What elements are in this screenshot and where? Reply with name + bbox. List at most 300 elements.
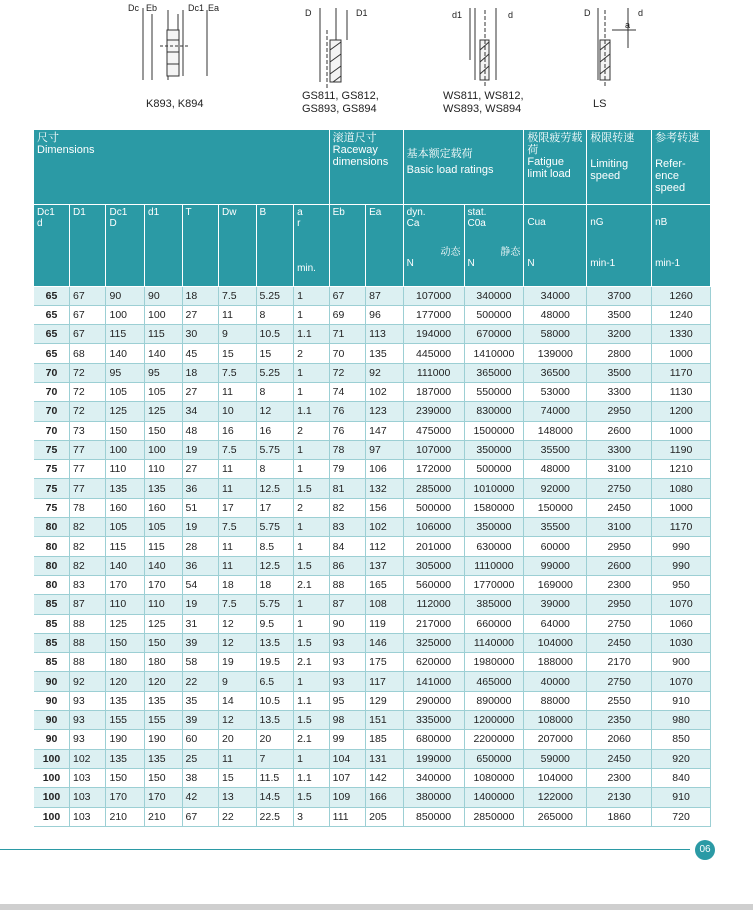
table-cell: 30	[182, 325, 219, 344]
table-cell: 48000	[524, 305, 587, 324]
table-cell: 98	[329, 711, 366, 730]
table-cell: 83	[69, 575, 106, 594]
table-cell: 90	[34, 730, 69, 749]
table-cell: 88	[329, 575, 366, 594]
table-cell: 2750	[587, 479, 652, 498]
table-cell: 97	[366, 440, 404, 459]
table-cell: 85	[34, 595, 69, 614]
table-cell: 9.5	[256, 614, 294, 633]
table-cell: 6.5	[256, 672, 294, 691]
table-cell: 2	[294, 498, 330, 517]
table-cell: 15	[219, 344, 257, 363]
diagram-caption-k893: K893, K894	[146, 98, 204, 110]
table-cell: 12	[219, 633, 257, 652]
diagram-label-gs-d: D	[305, 8, 312, 18]
table-cell: 2.1	[294, 653, 330, 672]
table-cell: 920	[652, 749, 711, 768]
table-cell: 8	[256, 305, 294, 324]
table-cell: 87	[329, 595, 366, 614]
table-cell: 105	[145, 382, 183, 401]
table-cell: 1060	[652, 614, 711, 633]
table-cell: 10.5	[256, 691, 294, 710]
bearing-data-table	[34, 130, 711, 827]
table-cell: 850	[652, 730, 711, 749]
diagram-label-dc: Dc	[128, 3, 139, 13]
table-cell: 90	[329, 614, 366, 633]
table-cell: 1240	[652, 305, 711, 324]
table-cell: 75	[34, 479, 69, 498]
table-cell: 140	[106, 344, 145, 363]
table-cell: 18	[256, 575, 294, 594]
diagram-label-ls-a: a	[625, 20, 631, 30]
table-cell: 80	[34, 575, 69, 594]
table-cell: 139000	[524, 344, 587, 363]
table-cell: 285000	[403, 479, 464, 498]
table-row	[34, 440, 711, 459]
table-cell: 115	[145, 325, 183, 344]
table-cell: 1140000	[464, 633, 524, 652]
table-cell: 2.1	[294, 730, 330, 749]
table-cell: 115	[106, 325, 145, 344]
table-cell: 1070	[652, 672, 711, 691]
table-cell: 15	[256, 344, 294, 363]
table-cell: 25	[182, 749, 219, 768]
table-cell: 8	[256, 382, 294, 401]
table-cell: 100	[106, 305, 145, 324]
table-cell: 88000	[524, 691, 587, 710]
col-nG-label: nG	[590, 216, 604, 228]
table-cell: 88	[69, 614, 106, 633]
table-cell: 53000	[524, 382, 587, 401]
table-cell: 1.1	[294, 691, 330, 710]
footer-line	[0, 849, 690, 850]
table-cell: 185	[366, 730, 404, 749]
table-cell: 2060	[587, 730, 652, 749]
table-cell: 95	[145, 363, 183, 382]
table-cell: 290000	[403, 691, 464, 710]
table-cell: 108000	[524, 711, 587, 730]
table-row	[34, 672, 711, 691]
table-cell: 7	[256, 749, 294, 768]
table-cell: 13.5	[256, 711, 294, 730]
table-row	[34, 344, 711, 363]
table-cell: 1010000	[464, 479, 524, 498]
table-cell: 980	[652, 711, 711, 730]
table-cell: 190	[106, 730, 145, 749]
table-cell: 100	[34, 788, 69, 807]
table-cell: 10	[219, 402, 257, 421]
table-cell: 7.5	[219, 518, 257, 537]
col-r-label: r	[297, 217, 301, 229]
table-cell: 1	[294, 305, 330, 324]
table-cell: 11	[219, 460, 257, 479]
col-Dw-label: Dw	[222, 206, 237, 218]
table-cell: 1	[294, 672, 330, 691]
table-cell: 22.5	[256, 807, 294, 826]
table-cell: 110	[145, 460, 183, 479]
table-cell: 72	[69, 363, 106, 382]
table-cell: 1.5	[294, 788, 330, 807]
table-cell: 110	[106, 595, 145, 614]
col-D1-label: D1	[72, 206, 86, 218]
table-cell: 2350	[587, 711, 652, 730]
table-cell: 135	[106, 479, 145, 498]
table-cell: 1000	[652, 344, 711, 363]
table-cell: 166	[366, 788, 404, 807]
fatigue-header-en: Fatigue limit load	[527, 156, 571, 180]
col-Cua-label: Cua	[527, 216, 546, 228]
table-cell: 1260	[652, 286, 711, 305]
table-cell: 83	[329, 518, 366, 537]
col-nG	[587, 204, 652, 286]
table-cell: 2950	[587, 595, 652, 614]
table-cell: 142	[366, 768, 404, 787]
table-cell: 910	[652, 691, 711, 710]
table-cell: 70	[34, 382, 69, 401]
table-cell: 35	[182, 691, 219, 710]
diagram-label-ls-d: D	[584, 8, 591, 18]
reference-speed-header-en: Refer-ence speed	[655, 158, 686, 194]
table-cell: 7.5	[219, 595, 257, 614]
table-cell: 8	[256, 460, 294, 479]
diagram-label-eb: Eb	[146, 3, 158, 13]
table-cell: 82	[69, 518, 106, 537]
table-cell: 105	[106, 382, 145, 401]
table-cell: 3500	[587, 305, 652, 324]
table-cell: 102	[69, 749, 106, 768]
table-cell: 82	[329, 498, 366, 517]
table-cell: 93	[69, 691, 106, 710]
table-cell: 45	[182, 344, 219, 363]
table-cell: 100	[106, 440, 145, 459]
table-cell: 3100	[587, 518, 652, 537]
table-row	[34, 460, 711, 479]
table-cell: 1.5	[294, 479, 330, 498]
table-cell: 140	[145, 556, 183, 575]
table-cell: 85	[34, 633, 69, 652]
table-cell: 82	[69, 537, 106, 556]
table-cell: 125	[106, 614, 145, 633]
table-cell: 3100	[587, 460, 652, 479]
table-cell: 2950	[587, 537, 652, 556]
table-cell: 188000	[524, 653, 587, 672]
table-cell: 76	[329, 402, 366, 421]
table-cell: 340000	[403, 768, 464, 787]
table-cell: 147	[366, 421, 404, 440]
table-cell: 1000	[652, 498, 711, 517]
col-Cua	[524, 204, 587, 286]
col-B-label: B	[259, 206, 267, 218]
table-cell: 1.1	[294, 325, 330, 344]
table-cell: 79	[329, 460, 366, 479]
table-cell: 11	[219, 382, 257, 401]
table-cell: 1500000	[464, 421, 524, 440]
table-cell: 84	[329, 537, 366, 556]
table-cell: 22	[219, 807, 257, 826]
col-dc1b-label: Dc1	[109, 206, 128, 218]
table-cell: 36	[182, 479, 219, 498]
table-cell: 90	[34, 672, 69, 691]
table-cell: 169000	[524, 575, 587, 594]
col-stat	[464, 204, 524, 286]
table-cell: 1000	[652, 421, 711, 440]
table-cell: 207000	[524, 730, 587, 749]
table-cell: 156	[366, 498, 404, 517]
table-cell: 42	[182, 788, 219, 807]
table-cell: 22	[182, 672, 219, 691]
table-cell: 72	[329, 363, 366, 382]
table-cell: 100	[145, 440, 183, 459]
table-cell: 93	[69, 730, 106, 749]
diagram-label-ea: Ea	[208, 3, 220, 13]
table-cell: 90	[34, 691, 69, 710]
table-cell: 81	[329, 479, 366, 498]
table-cell: 105	[145, 518, 183, 537]
load-ratings-header	[403, 130, 524, 204]
table-cell: 1.5	[294, 633, 330, 652]
table-cell: 140	[106, 556, 145, 575]
table-cell: 120	[145, 672, 183, 691]
table-cell: 92	[366, 363, 404, 382]
table-cell: 3500	[587, 363, 652, 382]
table-cell: 122000	[524, 788, 587, 807]
load-ratings-header-en: Basic load ratings	[406, 164, 494, 176]
table-cell: 135	[106, 691, 145, 710]
col-T	[182, 204, 219, 286]
table-cell: 129	[366, 691, 404, 710]
table-cell: 132	[366, 479, 404, 498]
table-cell: 500000	[403, 498, 464, 517]
table-cell: 1080000	[464, 768, 524, 787]
table-cell: 890000	[464, 691, 524, 710]
table-cell: 13	[219, 788, 257, 807]
table-cell: 112000	[403, 595, 464, 614]
table-cell: 90	[34, 711, 69, 730]
table-cell: 1.5	[294, 556, 330, 575]
col-C0a-label: C0a	[467, 217, 486, 229]
diagram-caption-gs: GS811, GS812, GS893, GS894	[302, 90, 379, 115]
table-cell: 65	[34, 344, 69, 363]
table-cell: 111000	[403, 363, 464, 382]
col-Ea	[366, 204, 404, 286]
table-cell: 16	[256, 421, 294, 440]
table-cell: 95	[106, 363, 145, 382]
table-cell: 380000	[403, 788, 464, 807]
table-cell: 110	[106, 460, 145, 479]
table-cell: 85	[34, 653, 69, 672]
table-cell: 660000	[464, 614, 524, 633]
table-cell: 72	[69, 382, 106, 401]
table-cell: 12	[219, 614, 257, 633]
table-row	[34, 749, 711, 768]
table-cell: 500000	[464, 460, 524, 479]
table-cell: 11	[219, 749, 257, 768]
table-cell: 2600	[587, 421, 652, 440]
table-cell: 71	[329, 325, 366, 344]
table-cell: 11.5	[256, 768, 294, 787]
col-d1	[145, 204, 183, 286]
table-cell: 117	[366, 672, 404, 691]
limiting-speed-header-en: Limiting speed	[590, 158, 629, 182]
table-row	[34, 614, 711, 633]
table-cell: 12	[256, 402, 294, 421]
table-cell: 19	[182, 595, 219, 614]
table-cell: 48000	[524, 460, 587, 479]
col-a-r	[294, 204, 330, 286]
table-cell: 125	[106, 402, 145, 421]
table-cell: 137	[366, 556, 404, 575]
table-row	[34, 633, 711, 652]
table-cell: 39	[182, 633, 219, 652]
table-cell: 205	[366, 807, 404, 826]
table-cell: 560000	[403, 575, 464, 594]
table-cell: 96	[366, 305, 404, 324]
table-cell: 950	[652, 575, 711, 594]
table-cell: 1.1	[294, 402, 330, 421]
table-cell: 18	[219, 575, 257, 594]
table-cell: 72	[69, 402, 106, 421]
table-cell: 2750	[587, 672, 652, 691]
table-cell: 78	[329, 440, 366, 459]
table-cell: 146	[366, 633, 404, 652]
table-cell: 1980000	[464, 653, 524, 672]
table-cell: 74000	[524, 402, 587, 421]
limiting-speed-header	[587, 130, 652, 204]
table-cell: 131	[366, 749, 404, 768]
table-cell: 1130	[652, 382, 711, 401]
col-d1-label: d1	[148, 206, 160, 218]
table-cell: 108	[366, 595, 404, 614]
table-cell: 840	[652, 768, 711, 787]
load-ratings-header-cn: 基本额定载荷	[406, 148, 473, 160]
table-cell: 104	[329, 749, 366, 768]
table-cell: 2850000	[464, 807, 524, 826]
table-cell: 1	[294, 518, 330, 537]
table-cell: 64000	[524, 614, 587, 633]
col-Ea-label: Ea	[369, 206, 382, 218]
table-cell: 102	[366, 382, 404, 401]
table-row	[34, 479, 711, 498]
table-cell: 172000	[403, 460, 464, 479]
table-cell: 1	[294, 382, 330, 401]
table-cell: 141000	[403, 672, 464, 691]
table-cell: 59000	[524, 749, 587, 768]
table-cell: 1770000	[464, 575, 524, 594]
table-cell: 10.5	[256, 325, 294, 344]
table-cell: 17	[219, 498, 257, 517]
table-cell: 1	[294, 614, 330, 633]
table-cell: 239000	[403, 402, 464, 421]
table-cell: 475000	[403, 421, 464, 440]
table-cell: 465000	[464, 672, 524, 691]
table-cell: 36	[182, 556, 219, 575]
table-cell: 2550	[587, 691, 652, 710]
table-cell: 325000	[403, 633, 464, 652]
table-cell: 67	[69, 305, 106, 324]
table-cell: 2450	[587, 633, 652, 652]
table-cell: 150	[106, 768, 145, 787]
table-cell: 385000	[464, 595, 524, 614]
table-cell: 3	[294, 807, 330, 826]
table-cell: 11	[219, 479, 257, 498]
table-cell: 80	[34, 518, 69, 537]
table-row	[34, 595, 711, 614]
table-cell: 125	[145, 402, 183, 421]
table-cell: 5.75	[256, 595, 294, 614]
table-cell: 74	[329, 382, 366, 401]
table-cell: 2450	[587, 749, 652, 768]
table-cell: 155	[145, 711, 183, 730]
table-cell: 14.5	[256, 788, 294, 807]
table-cell: 3300	[587, 440, 652, 459]
table-cell: 58000	[524, 325, 587, 344]
table-cell: 150	[106, 421, 145, 440]
table-row	[34, 653, 711, 672]
table-cell: 19	[219, 653, 257, 672]
table-cell: 177000	[403, 305, 464, 324]
table-cell: 1580000	[464, 498, 524, 517]
table-cell: 1	[294, 363, 330, 382]
table-cell: 217000	[403, 614, 464, 633]
table-cell: 107000	[403, 286, 464, 305]
table-cell: 365000	[464, 363, 524, 382]
col-D-label: D	[109, 217, 117, 229]
diagram-label-ls-d-inner: d	[638, 8, 644, 18]
table-cell: 20	[256, 730, 294, 749]
table-cell: 75	[34, 498, 69, 517]
table-cell: 34	[182, 402, 219, 421]
table-cell: 1	[294, 460, 330, 479]
table-cell: 7.5	[219, 286, 257, 305]
table-row	[34, 537, 711, 556]
col-dc1-d	[34, 204, 69, 286]
col-nB	[652, 204, 711, 286]
table-cell: 148000	[524, 421, 587, 440]
table-cell: 160	[145, 498, 183, 517]
table-cell: 9	[219, 325, 257, 344]
table-cell: 67	[182, 807, 219, 826]
table-cell: 69	[329, 305, 366, 324]
table-cell: 36500	[524, 363, 587, 382]
table-row	[34, 518, 711, 537]
col-Eb	[329, 204, 366, 286]
dimensions-header	[34, 130, 329, 204]
table-cell: 1	[294, 749, 330, 768]
table-row	[34, 575, 711, 594]
dimensions-header-cn: 尺寸	[37, 132, 59, 144]
table-cell: 11	[219, 537, 257, 556]
table-cell: 199000	[403, 749, 464, 768]
col-B	[256, 204, 294, 286]
table-cell: 210	[145, 807, 183, 826]
table-cell: 180	[145, 653, 183, 672]
table-row	[34, 305, 711, 324]
table-cell: 70	[34, 363, 69, 382]
table-cell: 77	[69, 440, 106, 459]
table-cell: 14	[219, 691, 257, 710]
table-cell: 2300	[587, 575, 652, 594]
raceway-header-cn: 滚道尺寸	[332, 132, 377, 144]
table-cell: 104000	[524, 633, 587, 652]
table-cell: 82	[69, 556, 106, 575]
table-cell: 7.5	[219, 440, 257, 459]
table-cell: 107	[329, 768, 366, 787]
table-cell: 135	[145, 479, 183, 498]
table-cell: 1110000	[464, 556, 524, 575]
table-cell: 18	[182, 286, 219, 305]
table-cell: 13.5	[256, 633, 294, 652]
table-cell: 2130	[587, 788, 652, 807]
